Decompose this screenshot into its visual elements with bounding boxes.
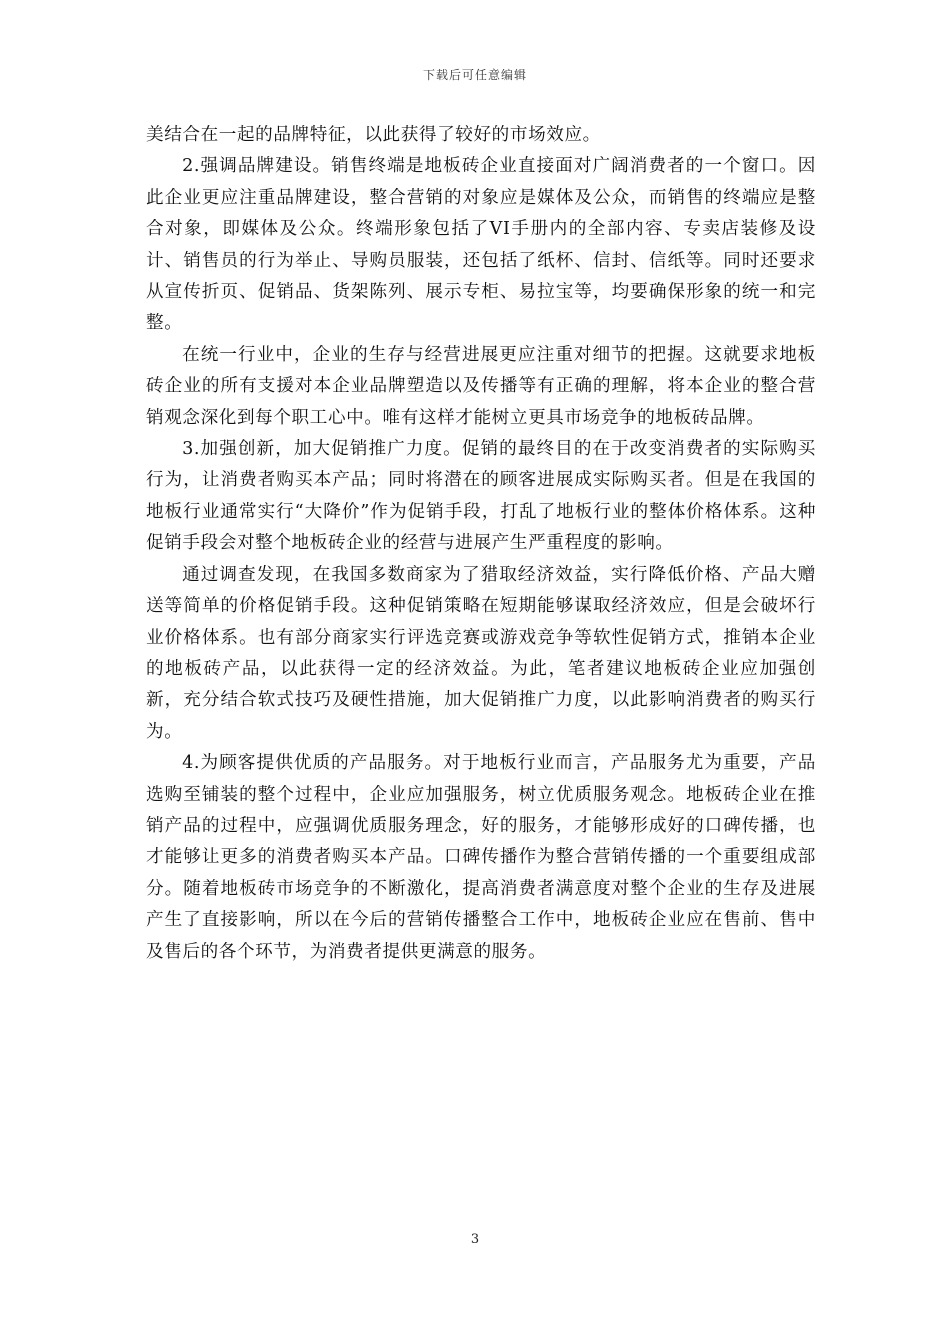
paragraph-unified-industry: 在统一行业中，企业的生存与经营进展更应注重对细节的把握。这就要求地板砖企业的所有支援对本企业品牌塑造以及传播等有正确的理解，将本企业的整合营销观念深化到每个职工心中。唯有这样才能树立更具市场竞争的地板砖品牌。 [146,344,816,428]
page-number: 3 [470,1232,480,1247]
document-body [146,120,816,968]
paragraph-innovation-promotion: 3.加强创新，加大促销推广力度。促销的最终目的在于改变消费者的实际购买行为，让消费者购买本产品；同时将潜在的顾客进展成实际购买者。但是在我国的地板行业通常实行“大降价”作为促销手段，打乱了地板行业的整体价格体系。这种促销手段会对整个地板砖企业的经营与进展产生严重程度的影响。 [146,439,816,554]
paragraph-customer-service: 4.为顾客提供优质的产品服务。对于地板行业而言，产品服务尤为重要，产品选购至铺装的整个过程中，企业应加强服务，树立优质服务观念。地板砖企业在推销产品的过程中，应强调优质服务理念，好的服务，才能够形成好的口碑传播，也才能够让更多的消费者购买本产品。口碑传播作为整合营销传播的一个重要组成部分。随着地板砖市场竞争的不断激化，提高消费者满意度对整个企业的生存及进展产生了直接影响，所以在今后的营销传播整合工作中，地板砖企业应在售前、售中及售后的各个环节，为消费者提供更满意的服务。 [146,753,816,962]
paragraph-continuation: 美结合在一起的品牌特征，以此获得了较好的市场效应。 [146,125,601,145]
paragraph-survey-findings: 通过调查发现，在我国多数商家为了猎取经济效益，实行降低价格、产品大赠送等简单的价格促销手段。这种促销策略在短期能够谋取经济效应，但是会破坏行业价格体系。也有部分商家实行评选竞赛或游戏竞争等软性促销方式，推销本企业的地板砖产品，以此获得一定的经济效益。为此，笔者建议地板砖企业应加强创新，充分结合软式技巧及硬性措施，加大促销推广力度，以此影响消费者的购买行为。 [146,564,816,742]
page-header: 下载后可任意编辑 [422,68,527,82]
paragraph-brand-building: 2.强调品牌建设。销售终端是地板砖企业直接面对广阔消费者的一个窗口。因此企业更应注重品牌建设，整合营销的对象应是媒体及公众，而销售的终端应是整合对象，即媒体及公众。终端形象包括了VI手册内的全部内容、专卖店装修及设计、销售员的行为举止、导购员服装，还包括了纸杯、信封、信纸等。同时还要求从宣传折页、促销品、货架陈列、展示专柜、易拉宝等，均要确保形象的统一和完整。 [146,156,816,334]
